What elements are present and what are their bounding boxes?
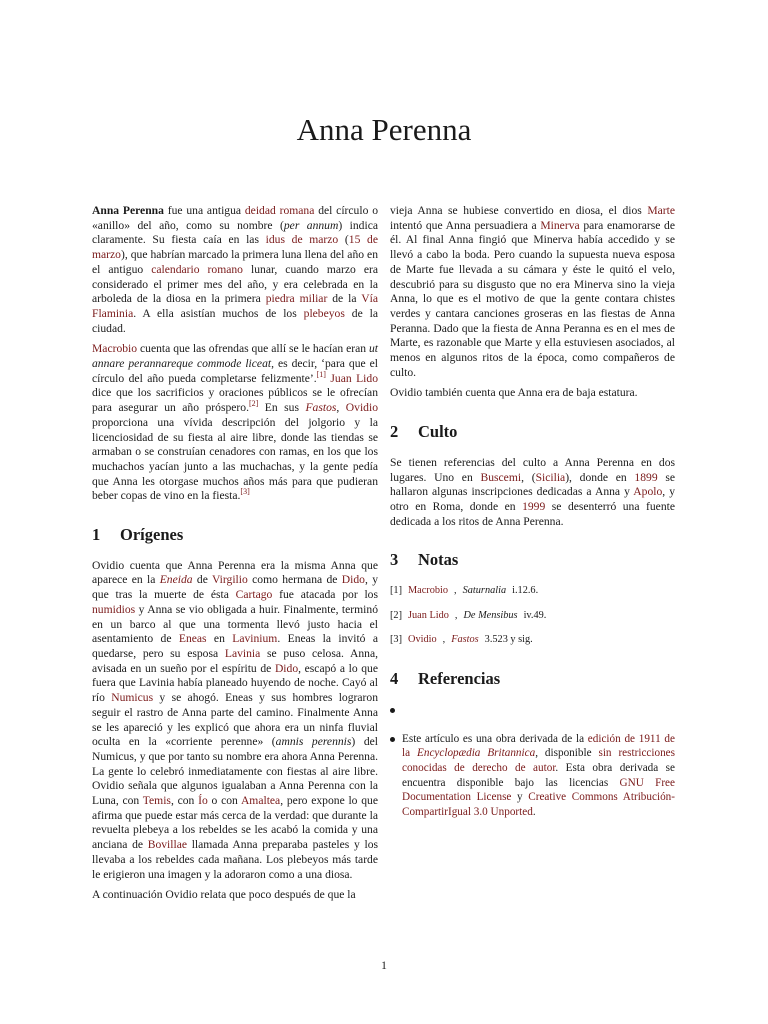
text-run: del círculo o «anillo» del año, como su nombre ( <box>92 204 378 232</box>
text-run: vieja Anna se hubiese convertido en diosa, el dios <box>390 204 648 217</box>
wiki-link[interactable]: Numicus <box>111 691 154 705</box>
text-run: ), que habrían marcado la primera luna llena del año en el antiguo <box>92 248 378 276</box>
text-run: de la ciudad. <box>92 306 378 335</box>
text-run: , <box>454 609 458 621</box>
text-run: Ovidio cuenta que Anna Perenna era la misma Anna que aparece en la <box>92 558 378 587</box>
text-run: En sus <box>258 401 306 415</box>
text-run: Este artículo es una obra derivada de la <box>402 732 588 745</box>
text-run: y <box>511 791 529 804</box>
page-title: Anna Perenna <box>296 112 472 147</box>
wiki-link[interactable]: Eneida <box>159 573 193 587</box>
citation-link[interactable]: [1] <box>316 369 326 379</box>
text-run: Saturnalia <box>462 585 507 597</box>
page-number: 1 <box>381 960 387 972</box>
wiki-link[interactable]: Marte <box>647 204 675 217</box>
wiki-link[interactable]: Macrobio <box>92 342 138 356</box>
note-item <box>390 633 675 648</box>
notes-list <box>390 584 675 648</box>
wiki-link[interactable]: edición de 1911 de la <box>402 732 675 760</box>
section-heading-referencias <box>390 669 675 689</box>
text-run: o con <box>207 794 241 808</box>
reference-text <box>402 704 405 716</box>
wiki-link[interactable]: Ío <box>198 794 208 808</box>
wiki-link[interactable]: Temis <box>142 794 171 808</box>
text-run: intentó que Anna persuadiera a <box>390 218 541 232</box>
wiki-link[interactable]: piedra miliar <box>265 292 328 306</box>
text-run: Anna Perenna <box>92 204 164 217</box>
text-run: de la <box>327 292 362 306</box>
wiki-link[interactable]: calendario romano <box>151 262 243 276</box>
marte-paragraph <box>390 204 675 380</box>
wiki-link[interactable]: Minerva <box>540 218 580 232</box>
section-heading-culto <box>390 422 675 442</box>
text-run: , pero expone lo que afirma que puede estar más cerca de la verdad: que durante la revuelta plebeya a los rebeldes se les acabó la comida y una anciana de <box>92 794 378 852</box>
wiki-link[interactable]: Apolo <box>633 485 663 499</box>
text-run: llamada Anna preparaba pasteles y los llevaba a los rebeldes cada mañana. Los plebeyos más tarde le erigieron una imagen y la adoraron como a una diosa. <box>92 838 379 881</box>
wiki-link[interactable]: Cartago <box>235 588 273 602</box>
text-run: iv.49. <box>523 609 547 621</box>
wiki-link[interactable]: Fastos <box>305 401 337 415</box>
text-run: amnis perennis <box>275 735 352 749</box>
text-run: y Anna se vio obligada a huir. Finalmente, terminó en un barco al que una tormenta llevó justo hacia el asentamiento de <box>92 602 378 646</box>
origenes-paragraph <box>92 559 378 882</box>
wiki-link[interactable]: Ovidio <box>408 634 437 646</box>
text-run: . Eneas la invitó a quedarse, pero su esposa <box>92 632 378 660</box>
text-run: . Esta obra derivada se encuentra disponible bajo las licencias <box>402 761 675 789</box>
culto-paragraph <box>390 456 675 530</box>
bullet-icon <box>390 708 395 713</box>
text-run: , es decir, ‘para que el círculo del año pueda completarse felizmente’. <box>92 357 378 385</box>
text-run: Ovidio también cuenta que Anna era de baja estatura. <box>390 386 638 400</box>
section-heading-notas <box>390 550 675 570</box>
text-run: , con <box>170 794 199 808</box>
section-title: Orígenes <box>120 525 184 545</box>
citation-link[interactable]: [3] <box>240 487 250 497</box>
text-run: se puso celosa. Anna, avisada en un sueño por el espíritu de <box>92 646 379 675</box>
text-run: fue atacada por los <box>272 588 378 602</box>
section-title: Referencias <box>418 669 501 689</box>
text-run: proporciona una vívida descripción del jolgorio y la licenciosidad de su fiesta al aire libre, donde las tiendas se armaban o se construían cenadores con ramas, en los que los muchachos yacían junto a las muchachas, y la gente pedía que Anna les otorgase muchos años más para que pudieran beber copas de vino en la fiesta. <box>92 415 378 503</box>
text-run: ) del Numicus, y que por tanto su nombre era ahora Anna Perenna. La gente lo celebró inmediatamente con fiestas al aire libre. Ovidio señala que algunos igualaban a Anna Perenna con la Luna, con <box>92 735 378 808</box>
wiki-link[interactable]: Sicilia <box>535 470 566 484</box>
left-column <box>92 204 378 909</box>
wiki-link[interactable]: Juan Lido <box>408 609 449 621</box>
text-run: [2] <box>390 609 403 621</box>
text-run: ut annare perannareque commode liceat <box>92 342 378 371</box>
reference-item-license <box>402 732 675 820</box>
wiki-link[interactable]: Creative Commons Atribución-CompartirIgual 3.0 Unported <box>402 791 675 819</box>
macrobio-paragraph <box>92 342 378 504</box>
wiki-link[interactable]: Virgilio <box>211 573 248 587</box>
continuation-paragraph <box>92 888 378 903</box>
citation-link[interactable]: [2] <box>248 399 259 409</box>
references-list <box>390 703 675 820</box>
section-number: 2 <box>390 422 399 442</box>
text-run: ), donde en <box>565 470 635 484</box>
section-number: 3 <box>390 550 399 570</box>
text-run: 3.523 y sig. <box>484 634 533 646</box>
wiki-link[interactable]: numidios <box>92 602 136 616</box>
wiki-link[interactable]: 1999 <box>522 499 546 513</box>
wiki-link[interactable]: Juan Lido <box>330 371 378 385</box>
wiki-link[interactable]: deidad romana <box>244 204 315 217</box>
text-run: se hallaron algunas inscripciones dedicadas a Anna y <box>390 470 675 499</box>
wiki-link[interactable]: plebeyos <box>303 306 345 320</box>
section-heading-origenes <box>92 525 378 545</box>
text-run: per annum <box>283 218 339 232</box>
text-run: cuenta que las ofrendas que allí se le hacían eran <box>137 342 369 356</box>
text-run: y se ahogó. Eneas y sus hombres lograron seguir el rastro de Anna parte del camino. Finalmente Anna se les apareció y les explicó que ahora era un ninfa fluvial oculta en la «corriente perenne» ( <box>92 691 378 749</box>
text-run: en <box>206 632 233 646</box>
wiki-link[interactable]: Lavinia <box>224 646 261 660</box>
section-number: 1 <box>92 525 101 545</box>
text-run: para enamorarse de él. Al final Anna fingió que Minerva había accedido y se llevó a cabo la boda. Pero cuando la supuesta nueva esposa de Marte fue llevada a su cámara y éste le quitó el velo, descubrió para su disgusto que no era Minerva sino la vieja Anna, lo que es el motivo de que la gente contara chistes verdes y cantara canciones groseras en las fiestas de Anna Peranna. Dado que la fiesta de Anna Peranna es en el mes de Marte, es razonable que Marte y ella estuviesen asociados, al menos en algunos ritos de la época, como compañeros de culto. <box>390 218 675 379</box>
wiki-link[interactable]: Vía Flaminia <box>92 292 379 320</box>
intro-paragraph <box>92 204 378 336</box>
section-title: Culto <box>418 422 458 442</box>
note-item <box>390 609 675 624</box>
text-run: i.12.6. <box>512 585 539 597</box>
wiki-link[interactable]: Amaltea <box>240 794 281 808</box>
wiki-link[interactable]: Fastos <box>451 634 479 646</box>
text-run: A continuación Ovidio relata que poco después de que la <box>92 888 356 902</box>
right-column <box>390 204 675 826</box>
bullet-icon <box>390 737 395 742</box>
text-run: [3] <box>390 634 403 646</box>
text-run: , <box>336 401 346 415</box>
wiki-link[interactable]: Ovidio <box>345 401 378 415</box>
text-run: ( <box>338 233 349 247</box>
text-run: ) indica claramente. Su fiesta caía en las <box>92 218 378 247</box>
text-run: , escapó a lo que fuera que Lavinia había planeado huyendo de noche. Cayó al río <box>92 661 378 705</box>
wiki-link[interactable]: idus de marzo <box>265 233 339 247</box>
text-run: , <box>442 634 446 646</box>
wiki-link[interactable]: GNU Free Documentation License <box>402 776 675 804</box>
wiki-link[interactable]: Macrobio <box>408 585 449 597</box>
reference-text <box>402 733 675 819</box>
text-run: , ( <box>521 470 536 484</box>
text-run: De Mensibus <box>463 609 518 621</box>
text-run: de <box>192 573 212 587</box>
text-run: , disponible <box>535 747 599 760</box>
wiki-link[interactable]: 1899 <box>634 470 658 484</box>
text-run: , y otro en Roma, donde en <box>390 485 675 513</box>
wiki-link[interactable]: Dido <box>341 573 365 587</box>
wiki-link[interactable]: sin restricciones conocidas de derecho de autor <box>402 747 675 774</box>
text-run: Se tienen referencias del culto a Anna Perenna en dos lugares. Uno en <box>390 455 675 484</box>
wiki-link[interactable]: Encyclopædia Britannica <box>417 747 536 760</box>
text-run: dice que los sacrificios y oraciones públicos se le ofrecían para asegurar un año próspero. <box>92 386 378 415</box>
section-number: 4 <box>390 669 399 689</box>
text-run: . <box>532 806 536 819</box>
wiki-link[interactable]: 15 de marzo <box>92 233 378 262</box>
wiki-link[interactable]: Dido <box>274 661 299 675</box>
wiki-link[interactable]: Buscemi <box>480 470 522 484</box>
estatura-paragraph <box>390 386 675 401</box>
wiki-link[interactable]: Bovillae <box>147 838 188 852</box>
text-run: fue una antigua <box>163 204 245 217</box>
section-title: Notas <box>418 550 459 570</box>
text-run: [1] <box>390 585 403 597</box>
text-run: . A ella asistían muchos de los <box>133 306 304 320</box>
text-run: , <box>454 585 457 597</box>
text-run: se desenterró una fuente dedicada a los ritos de Anna Perenna. <box>390 499 675 528</box>
wiki-link[interactable]: Lavinium <box>232 632 278 646</box>
wiki-link[interactable]: Eneas <box>178 632 207 646</box>
text-run: , y que tras la muerte de ésta <box>92 573 378 602</box>
text-run: lunar, cuando marzo era considerado el primer mes del año, y era celebrada en la arboleda de la diosa en la primera <box>92 262 378 306</box>
text-run: como hermana de <box>247 573 342 587</box>
note-item <box>390 584 675 599</box>
reference-item-empty <box>402 703 675 718</box>
